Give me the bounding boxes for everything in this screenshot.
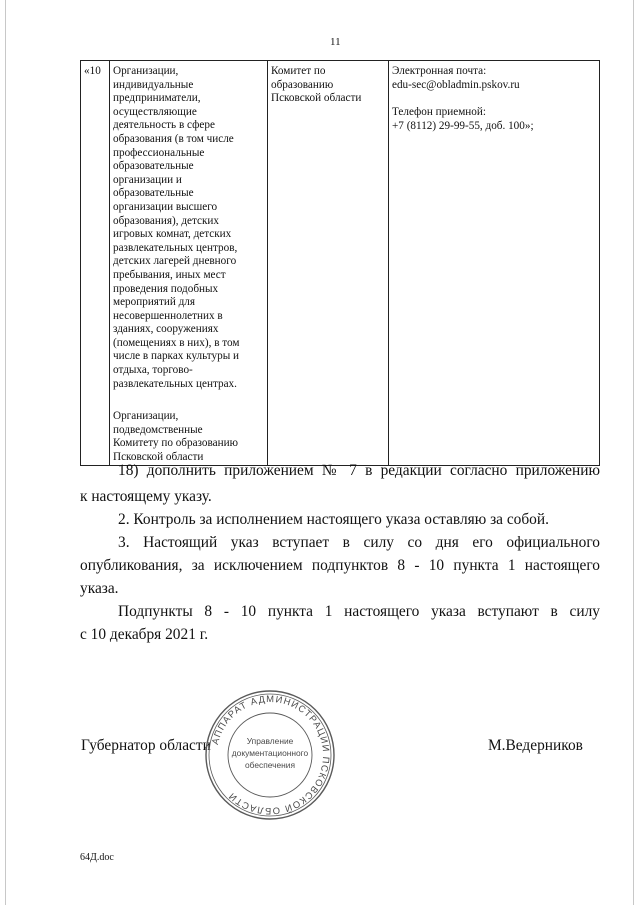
appendix-table [80,60,600,466]
organizations-line: организации и [113,173,182,186]
organizations-line: индивидуальные [113,78,194,91]
organizations-line: отдыха, торгово- [113,364,193,377]
subordinate-line: Организации, [113,410,179,423]
organizations-line: зданиях, сооружениях [113,323,219,336]
organizations-line: предприниматели, [113,92,201,105]
organizations-line: образовательные [113,187,194,200]
organizations-line: проведения подобных [113,282,219,295]
subordinate-line: подведомственные [113,423,203,436]
phone-value: +7 (8112) 29-99-55, доб. 100»; [392,119,534,132]
organizations-line: игровых комнат, детских [113,228,232,241]
table-row [81,61,600,466]
file-name: 64Д.doc [80,852,114,863]
organizations-line: организации высшего [113,200,218,213]
organizations-line: развлекательных центрах. [113,377,237,390]
organizations-list [113,65,264,391]
phone-label: Телефон приемной: [392,106,486,119]
paragraph-item3-line2: опубликования, за исключением подпунктов 8 - 10 пункта 1 настоящего [80,557,600,574]
stamp-ring-text: АППАРАТ АДМИНИСТРАЦИИ ПСКОВСКОЙ ОБЛАСТИ [209,692,333,818]
organizations-line: образовательные [113,160,194,173]
organizations-cell [110,61,268,466]
paragraph-item3-line3: указа. [80,580,119,597]
organizations-line: образования), детских [113,214,219,227]
stamp-center-line2: документационного [231,748,309,758]
organizations-line: несовершеннолетних в [113,309,223,322]
organizations-line: развлекательных центров, [113,241,238,254]
paragraph-item18-line1: 18) дополнить приложением № 7 в редакции согласно приложению [118,462,600,479]
official-stamp [203,688,337,822]
email-value: edu-sec@obladmin.pskov.ru [392,78,520,91]
organizations-line: числе в парках культуры и [113,350,240,363]
responsible-line: Псковской области [271,92,362,105]
paragraph-item2: 2. Контроль за исполнением настоящего указа оставляю за собой. [118,511,549,528]
paragraph-item3-line1: 3. Настоящий указ вступает в силу со дня его официального [118,534,600,551]
email-label: Электронная почта: [392,65,487,77]
responsible-line: Комитет по [271,65,326,77]
stamp-center-line1: Управление [246,736,294,746]
organizations-line: мероприятий для [113,296,196,309]
paragraph-subpoints-line2: с 10 декабря 2021 г. [80,626,209,643]
subordinate-organizations [113,410,264,464]
organizations-line: осуществляющие [113,105,197,118]
signer-name: М.Ведерников [488,737,583,754]
organizations-line: деятельность в сфере [113,119,215,132]
scan-edge-left [5,0,6,905]
subordinate-line: Комитету по образованию [113,437,238,450]
organizations-line: образования (в том числе [113,132,234,145]
responsible-line: образованию [271,78,334,91]
organizations-line: (помещениях в них), в том [113,336,240,349]
responsible-cell [268,61,389,466]
contact-cell [389,61,600,466]
organizations-line: профессиональные [113,146,205,159]
row-number: «10 [81,61,110,466]
scan-edge-right [633,0,634,905]
organizations-line: пребывания, иных мест [113,268,226,281]
organizations-line: детских лагерей дневного [113,255,237,268]
subordinate-line: Псковской области [113,451,204,464]
responsible-body [271,65,385,106]
paragraph-subpoints-line1: Подпункты 8 - 10 пункта 1 настоящего указа вступают в силу [118,603,600,620]
organizations-line: Организации, [113,65,179,77]
stamp-center-line3: обеспечения [245,760,295,770]
page-number: 11 [330,36,341,48]
paragraph-item18-line2: к настоящему указу. [80,488,212,505]
signer-title: Губернатор области [81,737,211,754]
